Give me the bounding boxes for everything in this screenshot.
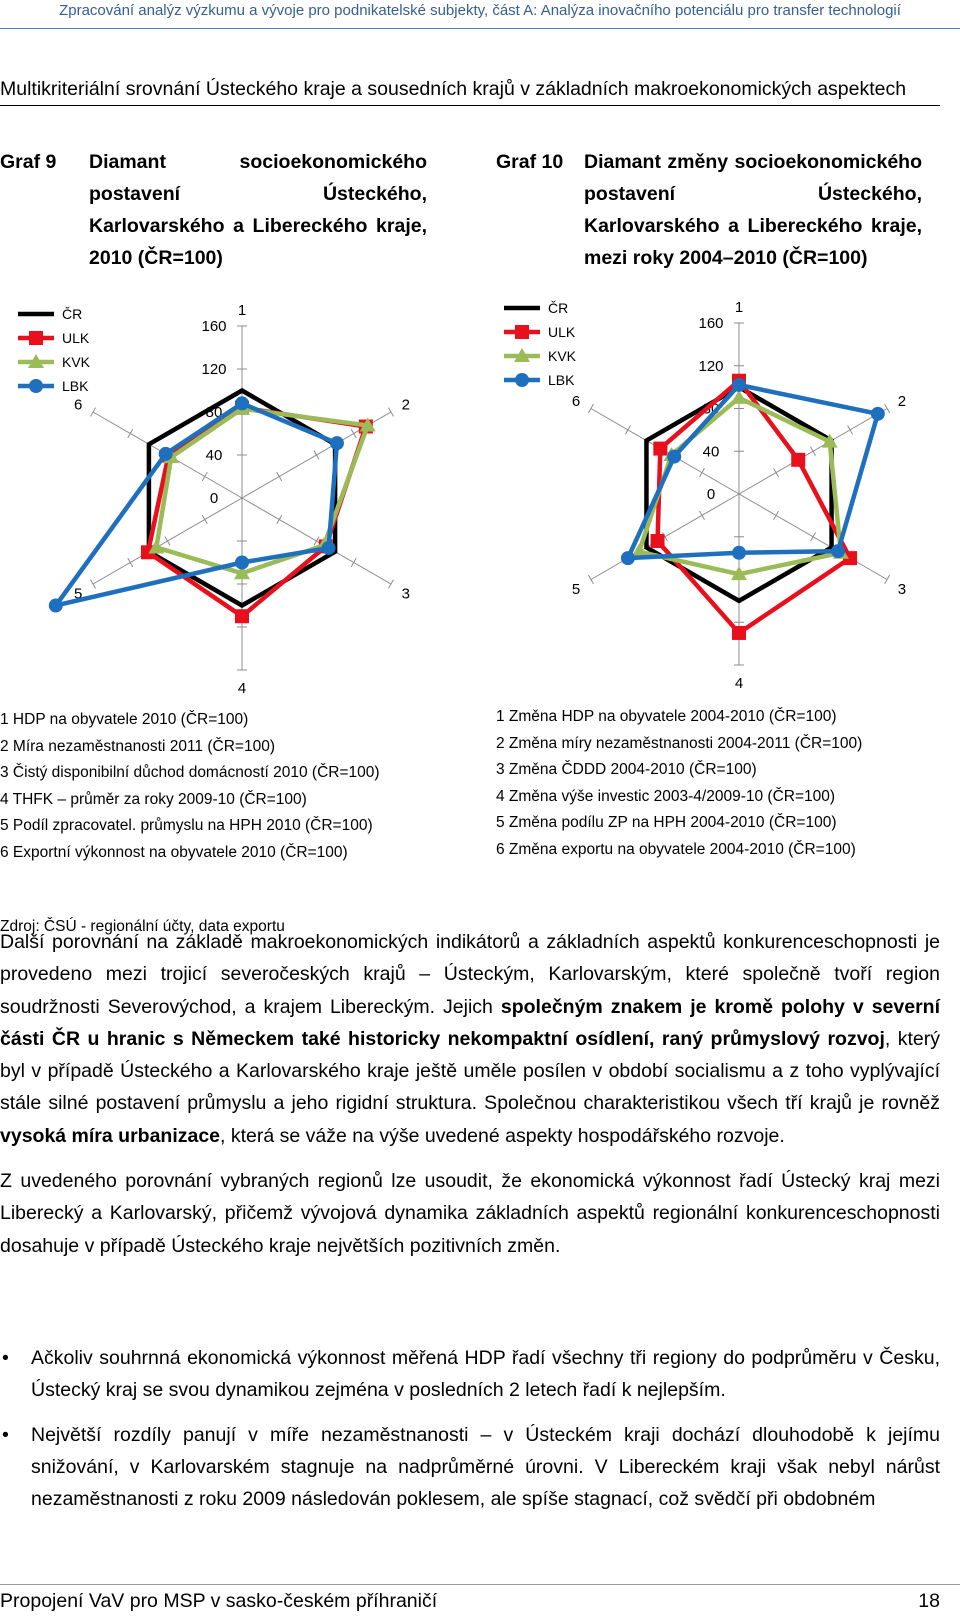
legend-label: LBK [62,378,89,394]
radar-point-lbk [330,436,344,450]
paragraph-1-part: , která se váže na výše uvedené aspekty hospodářského rozvoje. [220,1124,785,1147]
radar-tick-mark [774,511,779,520]
radar-tick-mark [165,537,170,546]
radar-axis-label: 5 [571,581,581,599]
radar-tick-mark [848,426,853,435]
radar-tick-mark [388,580,393,589]
radar-axis-label: 3 [401,585,411,603]
bullet-icon: • [2,1424,9,1446]
bullet-text: Ačkoliv souhrnná ekonomická výkonnost měřená HDP řadí všechny tři regiony do podprůměru v Česku, Ústecký kraj se svou dynamikou zejména v posledních 2 letech řadí k nejlepším. [31,1347,940,1401]
radar-tick-mark [699,511,704,520]
legend-label: KVK [62,354,91,370]
radar-tick-mark [91,408,96,417]
graf9-notes [0,707,380,866]
graf10-note: 3 Změna ČDDD 2004-2010 (ČR=100) [496,761,757,778]
radar-point-lbk [49,599,63,613]
radar-point-lbk [667,450,681,464]
radar-point-ulk [732,626,746,640]
paragraph-1-part: Další porovnání na základě makroekonomických indikátorů a základních aspektů konkurenceschopnosti je provedeno mezi trojicí severočeských krajů – Ústeckým, Karlovarským, které společně tvoří region soudržnosti Severovýchod, a krajem Libereckým. Jejich [0,931,940,1018]
radar-tick-mark [91,580,96,589]
radar-point-ulk [791,453,805,467]
radar-point-ulk [235,609,249,623]
radar-point-ulk [653,442,667,456]
graf10-note: 6 Změna exportu na obyvatele 2004-2010 (ČR=100) [496,840,856,858]
footer-title: Propojení VaV pro MSP v sasko-českém příhraničí [0,1590,438,1612]
radar-tick-mark [388,408,393,417]
graf9-note: 3 Čistý disponibilní důchod domácností 2010 (ČR=100) [0,764,380,781]
radar-tick-label: 0 [209,490,219,507]
radar-axis-label: 1 [734,298,744,316]
legend-label: ČR [62,306,83,322]
radar-point-ulk [651,534,665,548]
bullet-item [0,1342,940,1406]
graf10-note: 5 Změna podílu ZP na HPH 2004-2010 (ČR=100) [496,814,837,831]
legend-label: LBK [548,372,575,388]
radar-tick-mark [811,447,816,456]
graf9-note: 1 HDP na obyvatele 2010 (ČR=100) [0,711,249,728]
footer-rule [0,1584,960,1585]
graf10-title: Diamant změny socioekonomického postavení Ústeckého, Karlovarského a Libereckého kraje, mezi roky 2004–2010 (ČR=100) [584,151,922,269]
graf10-note: 2 Změna míry nezaměstnanosti 2004-2011 (ČR=100) [496,734,863,752]
running-header: Zpracování analýz výzkumu a vývoje pro podnikatelské subjekty, část A: Analýza inovačního potenciálu pro transfer technologií [59,2,901,19]
legend-marker [515,325,529,339]
radar-tick-mark [625,426,630,435]
paragraph-1-bold: společným znakem je kromě polohy v severní části ČR u hranic s Německem také historicky nekompaktní osídlení, raný průmyslový rozvoj [0,995,940,1050]
graf9-note: 2 Míra nezaměstnanosti 2011 (ČR=100) [0,737,275,755]
radar-point-lbk [235,556,249,570]
radar-axis-label: 4 [734,675,744,693]
radar-point-lbk [732,378,746,392]
paragraph-1 [0,926,940,1152]
bullet-item [0,1419,940,1515]
radar-tick-label: 40 [702,443,720,461]
graf9-label: Graf 9 [0,151,57,173]
graf10-notes [496,704,862,863]
legend-label: ULK [62,330,90,346]
radar-tick-mark [128,558,133,567]
source-note: Zdroj: ČSÚ - regionální účty, data exportu [0,918,285,935]
paragraph-1-part: , který byl v případě Ústeckého a Karlovarského kraje ještě uměle posílen v období socialismu a z toho vyplývající stále silné postavení průmyslu a jeho rigidní struktura. Společnou charakteristikou všech tří krajů je rovněž [0,1027,940,1115]
radar-tick-label: 0 [706,486,716,503]
legend-label: ULK [548,324,576,340]
graf10-note: 1 Změna HDP na obyvatele 2004-2010 (ČR=100) [496,708,837,725]
radar-tick-mark [699,468,704,477]
radar-point-lbk [621,551,635,565]
radar-tick-mark [588,404,593,413]
header-rule [0,28,960,29]
radar-tick-mark [811,532,816,541]
radar-axis-label: 4 [237,680,247,698]
radar-axis-label: 2 [897,392,907,410]
radar-tick-mark [202,515,207,524]
paragraph-2: Z uvedeného porovnání vybraných regionů lze usoudit, že ekonomická výkonnost řadí Ústecký kraj mezi Liberecký a Karlovarský, přičemž vývojová dynamika základních aspektů regionální konkurenceschopnosti dosahuje v případě Ústeckého kraje největších pozitivních změn. [0,1170,940,1257]
radar-tick-mark [351,558,356,567]
page-number: 18 [918,1590,940,1612]
radar-chart-graf9 [0,288,460,708]
radar-axis-label: 1 [237,301,247,319]
radar-point-lbk [322,541,336,555]
radar-axis-label: 3 [897,581,907,599]
body-text [0,926,940,1275]
graf9-title: Diamant socioekonomického postavení Ústeckého, Karlovarského a Libereckého kraje, 2010 (ČR=100) [89,151,427,269]
section-title: Multikriteriální srovnání Ústeckého kraje a sousedních krajů v základních makroekonomických aspektech [0,74,940,106]
radar-point-lbk [235,396,249,410]
paragraph-1-bold: vysoká míra urbanizace [0,1124,221,1147]
radar-tick-label: 160 [201,318,227,335]
bullet-icon: • [2,1347,9,1369]
graf10-note: 4 Změna výše investic 2003-4/2009-10 (ČR=100) [496,787,836,805]
radar-tick-mark [314,537,319,546]
radar-tick-mark [128,429,133,438]
radar-tick-mark [588,575,593,584]
radar-point-lbk [831,544,845,558]
radar-tick-mark [351,429,356,438]
radar-axis-label: 5 [73,585,83,603]
radar-tick-label: 120 [201,361,227,378]
radar-tick-mark [774,468,779,477]
graf9-note: 6 Exportní výkonnost na obyvatele 2010 (ČR=100) [0,843,348,861]
radar-axis-label: 6 [571,392,581,410]
graf10-label: Graf 10 [496,151,564,173]
radar-tick-label: 40 [205,447,223,464]
graf9-note: 4 THFK – průměr za roky 2009-10 (ČR=100) [0,790,307,808]
radar-tick-mark [885,404,890,413]
bullet-list [0,1342,940,1528]
radar-point-lbk [871,407,885,421]
radar-tick-mark [202,472,207,481]
radar-tick-label: 80 [702,400,720,418]
legend-label: ČR [548,300,569,316]
radar-axis-label: 2 [401,396,411,414]
radar-tick-mark [277,472,282,481]
radar-tick-mark [277,515,282,524]
radar-point-lbk [159,447,173,461]
radar-chart-graf10 [496,282,926,702]
graf9-note: 5 Podíl zpracovatel. průmyslu na HPH 2010 (ČR=100) [0,817,373,834]
legend-marker [515,373,529,387]
radar-tick-mark [314,451,319,460]
radar-tick-mark [885,575,890,584]
radar-axis-label: 6 [73,396,83,414]
radar-point-lbk [732,546,746,560]
radar-tick-label: 160 [698,315,724,332]
bullet-text: Největší rozdíly panují v míře nezaměstnanosti – v Ústeckém kraji dochází dlouhodobě k jejímu snižování, v Karlovarském stagnuje na nadprůměrné úrovni. V Libereckém kraji však nebyl nárůst nezaměstnanosti z roku 2009 následován poklesem, ale spíše stagnací, což svědčí při obdobném [31,1424,940,1510]
legend-marker [29,331,43,345]
radar-tick-label: 80 [205,404,223,421]
legend-marker [29,379,43,393]
radar-tick-label: 120 [698,357,724,375]
legend-label: KVK [548,348,577,364]
